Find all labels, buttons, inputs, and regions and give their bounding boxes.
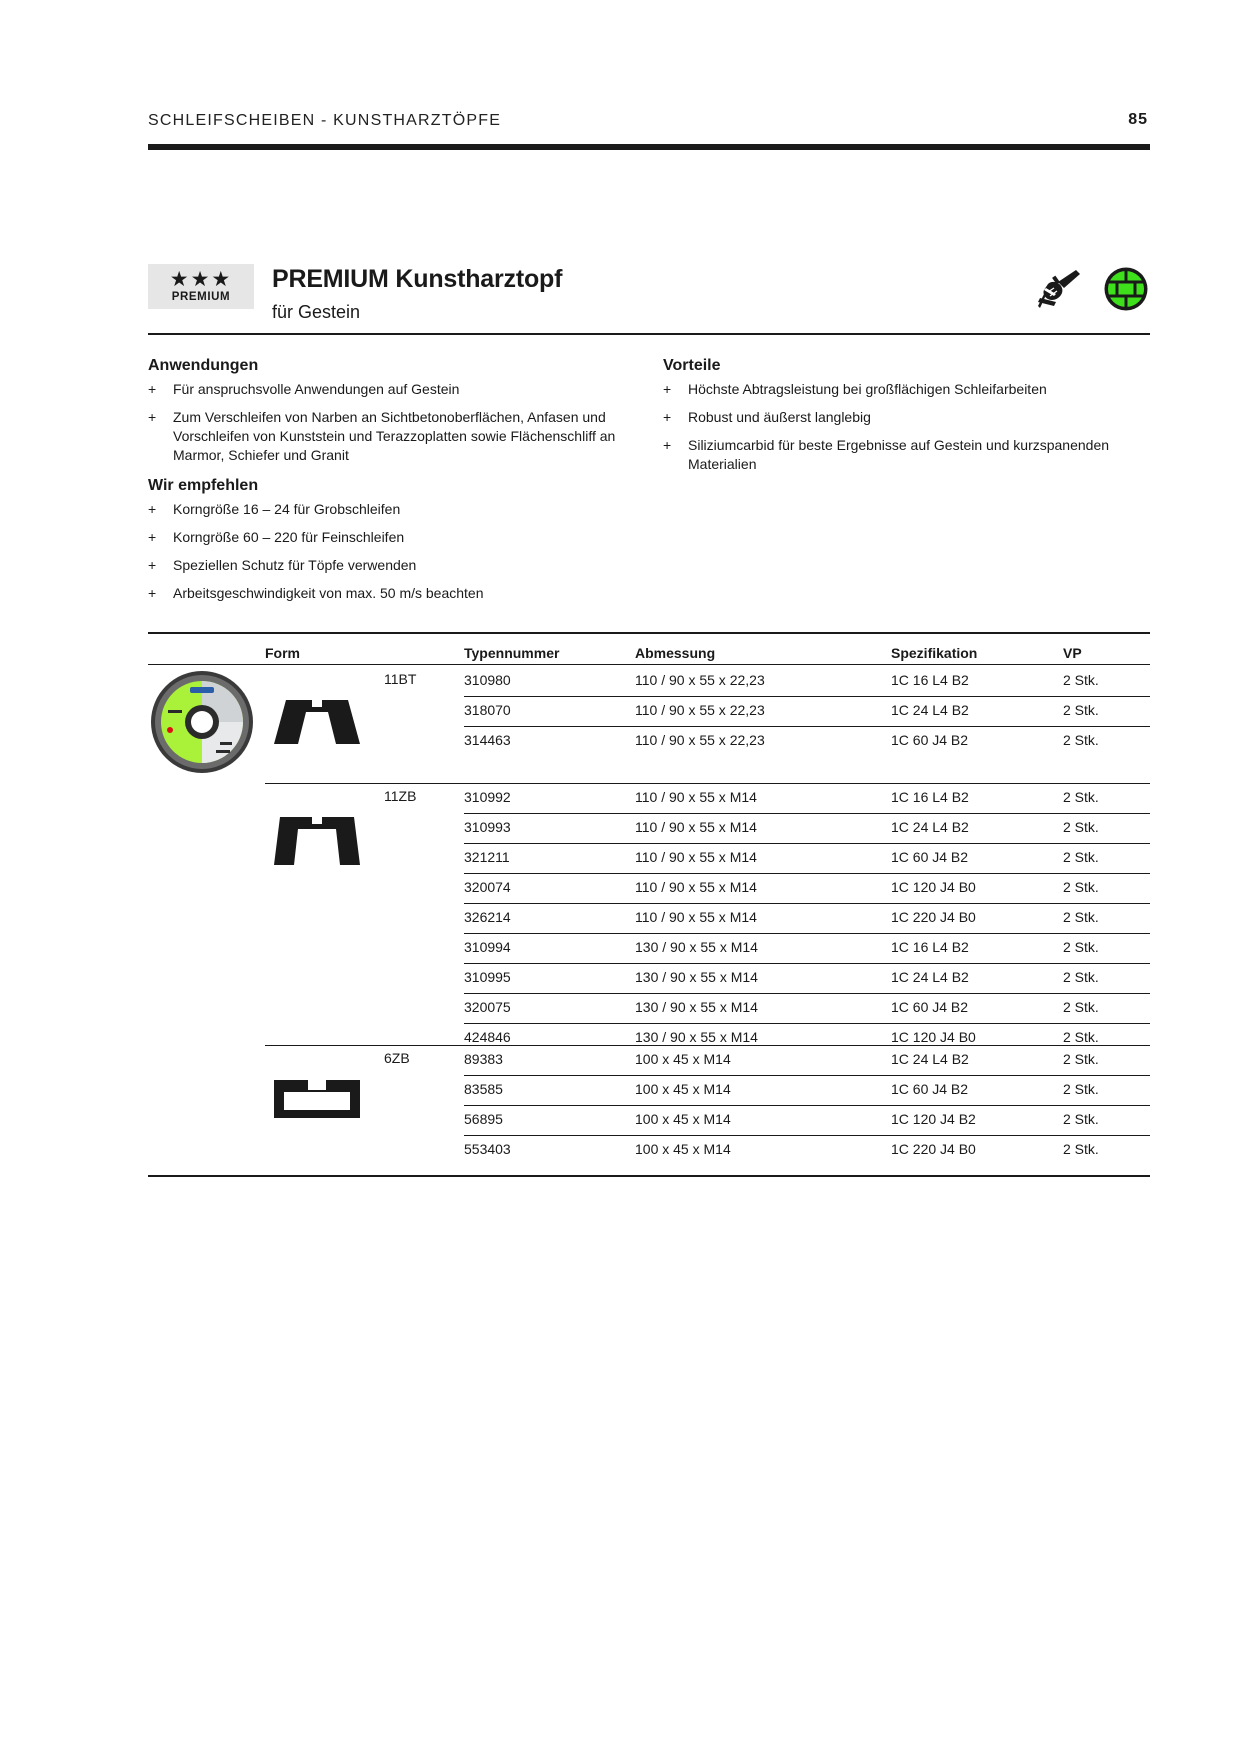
badge-stars: ★★★ (169, 267, 233, 291)
bullet-plus: + (148, 409, 157, 425)
list-item: + Robust und äußerst langlebig (663, 409, 871, 425)
cell-vp: 2 Stk. (1063, 849, 1099, 865)
row-rule (464, 1105, 1150, 1106)
cell-abmessung: 130 / 90 x 55 x M14 (635, 1029, 758, 1045)
list-item: + Höchste Abtragsleistung bei großflächigen Schleifarbeiten (663, 381, 1047, 397)
cell-typennummer: 310993 (464, 819, 511, 835)
row-rule (464, 696, 1150, 697)
cell-abmessung: 110 / 90 x 55 x M14 (635, 879, 757, 895)
cell-abmessung: 110 / 90 x 55 x M14 (635, 849, 757, 865)
cell-abmessung: 130 / 90 x 55 x M14 (635, 939, 758, 955)
cell-abmessung: 130 / 90 x 55 x M14 (635, 999, 758, 1015)
cell-spezifikation: 1C 220 J4 B0 (891, 1141, 976, 1157)
empfehlen-list (148, 500, 648, 612)
product-photo (150, 670, 254, 774)
form-shape-icon (272, 1078, 362, 1125)
row-rule (464, 1135, 1150, 1136)
row-rule (464, 963, 1150, 964)
cell-typennummer: 314463 (464, 732, 511, 748)
row-rule (464, 873, 1150, 874)
cell-spezifikation: 1C 220 J4 B0 (891, 909, 976, 925)
cell-typennummer: 83585 (464, 1081, 503, 1097)
row-rule (464, 903, 1150, 904)
cell-vp: 2 Stk. (1063, 1029, 1099, 1045)
product-title: PREMIUM Kunstharztopf (272, 265, 563, 293)
cell-vp: 2 Stk. (1063, 879, 1099, 895)
table-header-rule (148, 664, 1150, 665)
cell-vp: 2 Stk. (1063, 909, 1099, 925)
form-code: 6ZB (384, 1050, 410, 1066)
header-rule (148, 144, 1150, 150)
row-rule (464, 993, 1150, 994)
row-rule (464, 813, 1150, 814)
cell-vp: 2 Stk. (1063, 969, 1099, 985)
cell-vp: 2 Stk. (1063, 732, 1099, 748)
row-rule (464, 933, 1150, 934)
cell-typennummer: 310980 (464, 672, 511, 688)
vorteile-heading: Vorteile (663, 357, 721, 374)
cell-typennummer: 553403 (464, 1141, 511, 1157)
cell-abmessung: 100 x 45 x M14 (635, 1051, 731, 1067)
cell-typennummer: 310992 (464, 789, 511, 805)
cell-abmessung: 110 / 90 x 55 x M14 (635, 789, 757, 805)
bullet-plus: + (148, 585, 157, 601)
cell-spezifikation: 1C 120 J4 B0 (891, 1029, 976, 1045)
premium-badge (148, 264, 254, 309)
cell-abmessung: 100 x 45 x M14 (635, 1141, 731, 1157)
cell-vp: 2 Stk. (1063, 1081, 1099, 1097)
cell-abmessung: 100 x 45 x M14 (635, 1081, 731, 1097)
anwendungen-list (148, 380, 648, 474)
bullet-plus: + (663, 381, 672, 397)
product-subtitle: für Gestein (272, 302, 361, 322)
section-title: SCHLEIFSCHEIBEN - KUNSTHARZTÖPFE (148, 112, 502, 129)
row-rule (464, 843, 1150, 844)
form-shape-icon (272, 698, 362, 751)
header-typennummer: Typennummer (464, 645, 560, 661)
group-rule (265, 1045, 1150, 1046)
cell-spezifikation: 1C 60 J4 B2 (891, 849, 969, 865)
cell-typennummer: 320075 (464, 999, 511, 1015)
row-rule (464, 1075, 1150, 1076)
bullet-plus: + (148, 501, 157, 517)
cell-abmessung: 130 / 90 x 55 x M14 (635, 969, 758, 985)
cell-spezifikation: 1C 120 J4 B2 (891, 1111, 976, 1127)
bullet-plus: + (663, 437, 672, 453)
header-spezifikation: Spezifikation (891, 645, 978, 661)
cell-abmessung: 110 / 90 x 55 x 22,23 (635, 732, 765, 748)
row-rule (464, 1023, 1150, 1024)
cell-abmessung: 100 x 45 x M14 (635, 1111, 731, 1127)
row-rule (464, 726, 1150, 727)
list-item: + Für anspruchsvolle Anwendungen auf Gestein (148, 381, 460, 397)
cell-spezifikation: 1C 16 L4 B2 (891, 789, 969, 805)
anwendungen-heading: Anwendungen (148, 357, 259, 374)
header-form: Form (265, 645, 300, 661)
cell-typennummer: 321211 (464, 849, 510, 865)
form-code: 11BT (384, 671, 417, 687)
cell-vp: 2 Stk. (1063, 702, 1099, 718)
cell-vp: 2 Stk. (1063, 999, 1099, 1015)
cell-spezifikation: 1C 24 L4 B2 (891, 819, 969, 835)
cell-abmessung: 110 / 90 x 55 x M14 (635, 819, 757, 835)
cell-spezifikation: 1C 24 L4 B2 (891, 969, 969, 985)
cell-spezifikation: 1C 16 L4 B2 (891, 672, 969, 688)
cell-typennummer: 56895 (464, 1111, 503, 1127)
header-abmessung: Abmessung (635, 645, 716, 661)
stone-material-icon (1103, 266, 1149, 312)
cell-abmessung: 110 / 90 x 55 x 22,23 (635, 702, 765, 718)
list-item: + Korngröße 60 – 220 für Feinschleifen (148, 529, 405, 545)
cell-typennummer: 424846 (464, 1029, 511, 1045)
form-code: 11ZB (384, 788, 417, 804)
form-shape-icon (272, 815, 362, 872)
cell-vp: 2 Stk. (1063, 939, 1099, 955)
cell-typennummer: 320074 (464, 879, 511, 895)
cell-abmessung: 110 / 90 x 55 x 22,23 (635, 672, 765, 688)
cell-spezifikation: 1C 60 J4 B2 (891, 999, 969, 1015)
empfehlen-heading: Wir empfehlen (148, 477, 259, 494)
cell-vp: 2 Stk. (1063, 1141, 1099, 1157)
cell-spezifikation: 1C 24 L4 B2 (891, 1051, 969, 1067)
header-vp: VP (1063, 645, 1082, 661)
product-rule (148, 333, 1150, 335)
badge-label: PREMIUM (171, 291, 231, 303)
list-item: + Zum Verschleifen von Narben an Sichtbetonoberflächen, Anfasen und Vorschleifen von Kunststein und Terazzoplatten sowie Flächenschliff an Marmor, Schiefer und Granit (148, 409, 616, 463)
list-item: + Siliziumcarbid für beste Ergebnisse auf Gestein und kurzspanenden Materialien (663, 437, 1110, 472)
table-top-rule (148, 632, 1150, 634)
list-item: + Arbeitsgeschwindigkeit von max. 50 m/s beachten (148, 585, 484, 601)
cell-vp: 2 Stk. (1063, 1051, 1099, 1067)
table-bottom-rule (148, 1175, 1150, 1177)
cell-typennummer: 310994 (464, 939, 511, 955)
cell-typennummer: 310995 (464, 969, 511, 985)
product-table (148, 632, 1150, 1177)
bullet-plus: + (663, 409, 672, 425)
cell-spezifikation: 1C 120 J4 B0 (891, 879, 976, 895)
angle-grinder-icon (1036, 268, 1082, 310)
cell-vp: 2 Stk. (1063, 819, 1099, 835)
group-rule (265, 783, 1150, 784)
cell-spezifikation: 1C 60 J4 B2 (891, 1081, 969, 1097)
cell-abmessung: 110 / 90 x 55 x M14 (635, 909, 757, 925)
cell-vp: 2 Stk. (1063, 672, 1099, 688)
cell-spezifikation: 1C 24 L4 B2 (891, 702, 969, 718)
list-item: + Korngröße 16 – 24 für Grobschleifen (148, 501, 401, 517)
cell-typennummer: 318070 (464, 702, 511, 718)
list-item: + Speziellen Schutz für Töpfe verwenden (148, 557, 417, 573)
cell-vp: 2 Stk. (1063, 1111, 1099, 1127)
vorteile-list (663, 380, 1143, 483)
cell-typennummer: 89383 (464, 1051, 503, 1067)
bullet-plus: + (148, 529, 157, 545)
cell-spezifikation: 1C 16 L4 B2 (891, 939, 969, 955)
cell-typennummer: 326214 (464, 909, 511, 925)
cell-vp: 2 Stk. (1063, 789, 1099, 805)
cell-spezifikation: 1C 60 J4 B2 (891, 732, 969, 748)
bullet-plus: + (148, 557, 157, 573)
page-number: 85 (1128, 111, 1148, 128)
bullet-plus: + (148, 381, 157, 397)
